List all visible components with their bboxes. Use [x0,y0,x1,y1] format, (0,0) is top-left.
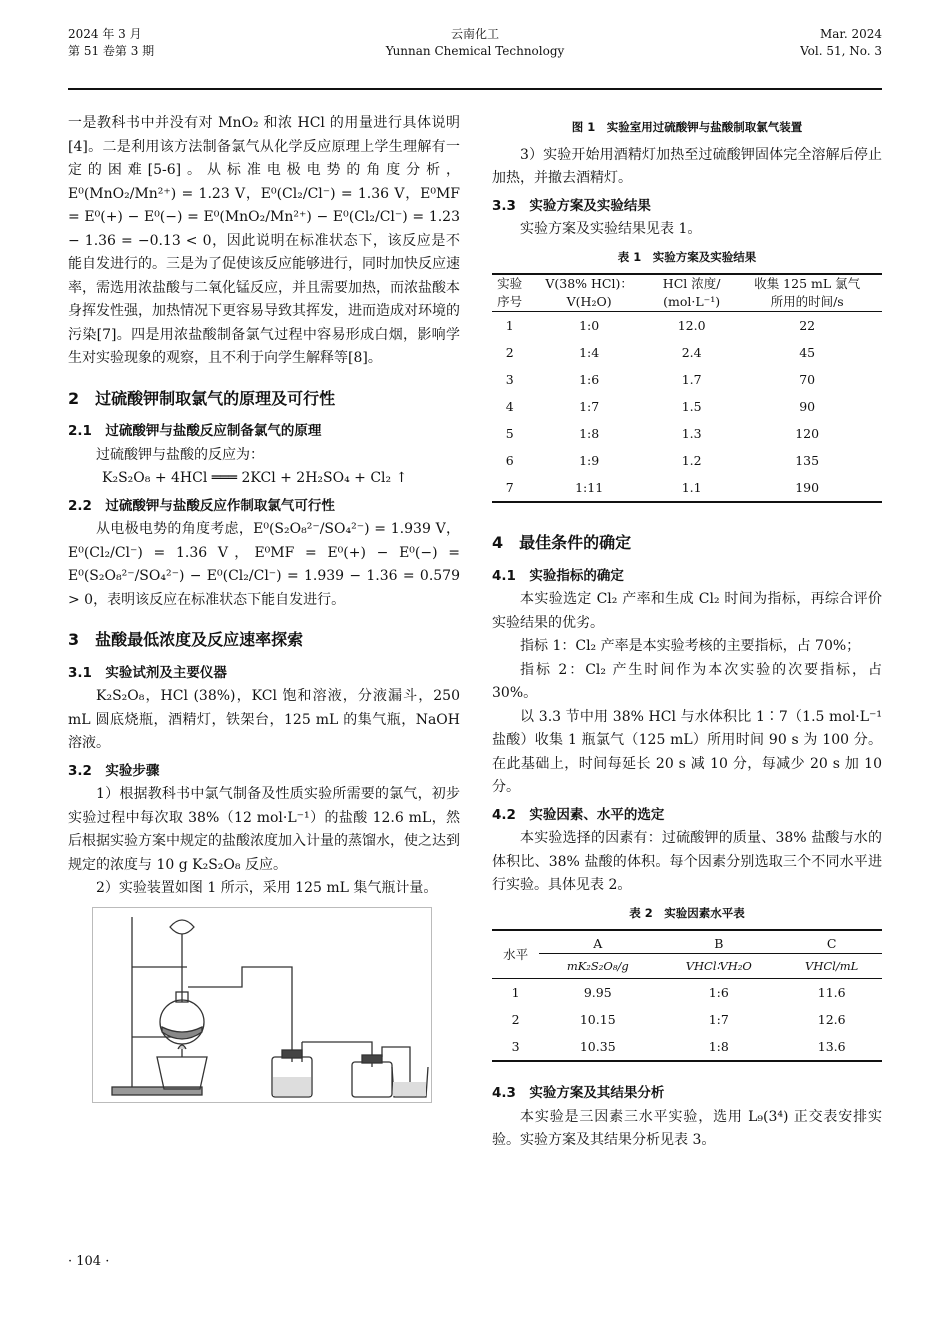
table-row [492,447,882,474]
table-cell: 1.7 [681,371,702,387]
table-2-unit-b: VHCl∶VH₂O [656,954,781,979]
table-row [492,474,882,502]
indicator-2-text: 指标 2：Cl₂ 产生时间作为本次实验的次要指标，占 30%。 [492,661,882,701]
table-cell: 10.35 [539,1033,656,1061]
table-row [492,1006,882,1033]
figure-1-caption: 图 1 实验室用过硫酸钾与盐酸制取氯气装置 [571,120,803,134]
table-cell: 90 [799,398,816,414]
table-cell: 4 [505,398,514,414]
apparatus-figure [92,907,432,1103]
indicator-1-text: 指标 1：Cl₂ 产率是本实验考核的主要指标，占 70%； [520,638,861,654]
section-3-1-text: K₂S₂O₈，HCl (38%)，KCl 饱和溶液，分液漏斗，250 mL 圆底烧瓶，酒精灯，铁架台，125 mL 的集气瓶，NaOH 溶液。 [68,688,460,751]
table-cell: 1:11 [527,474,651,502]
page-number: · 104 · [68,1254,110,1269]
table-2-unit-c: VHCl/mL [781,954,882,979]
table-1-header-cell: V(38% HCl)： V(H₂O) [527,274,651,312]
table-cell: 1:4 [579,344,600,360]
table-row [492,420,882,447]
table-cell: 1:7 [579,398,600,414]
table-2-caption: 表 2 实验因素水平表 [629,905,745,920]
table-2-factor-c: C [781,930,882,954]
section-4-3-heading: 4.3 实验方案及其结果分析 [492,1085,665,1101]
reaction-equation: K₂S₂O₈ + 4HCl ═══ 2KCl + 2H₂SO₄ + Cl₂ ↑ [102,470,408,486]
table-cell: 7 [492,474,527,502]
table-cell: 5 [505,425,514,441]
section-3-1-heading: 3.1 实验试剂及主要仪器 [68,664,227,681]
table-cell: 2 [505,344,514,360]
table-cell: 12.0 [677,317,706,333]
scoring-text: 以 3.3 节中用 38% HCl 与水体积比 1∶7（1.5 mol·L⁻¹ 盐酸）收集 1 瓶氯气（125 mL）所用时间 90 s 为 100 分。在此基础上，时间每延长 20 s 减 10 分，每减少 20 s 加 10 分。 [492,708,882,795]
table-1-header-cell: 实验 序号 [492,274,527,312]
table-cell: 22 [799,317,816,333]
section-3-heading: 3 盐酸最低浓度及反应速率探索 [68,630,304,649]
header-rule [68,88,882,90]
section-2-heading: 2 过硫酸钾制取氯气的原理及可行性 [68,388,336,408]
table-cell: 1:6 [708,984,729,1000]
header-date-en: Mar. 2024 [819,27,882,41]
table-cell: 6 [505,452,514,468]
step-1-text: 1）根据教科书中氯气制备及性质实验所需要的氯气，初步实验过程中每次取 38%（12 mol·L⁻¹）的盐酸 12.6 mL，然后根据实验方案中规定的盐酸浓度加入计量的蒸馏水，使之达到规定的浓度与 10 g K₂S₂O₈ 反应。 [68,786,460,873]
table-cell: 1:7 [708,1011,729,1027]
section-2-2-heading: 2.2 过硫酸钾与盐酸反应作制取氯气可行性 [68,497,335,514]
section-4-1-heading: 4.1 实验指标的确定 [492,567,624,584]
section-4-3-text: 本实验是三因素三水平实验，选用 L₉(3⁴) 正交表安排实验。实验方案及其结果分析见表 3。 [492,1108,882,1148]
table-cell: 1.5 [681,398,702,414]
table-cell: 70 [799,371,816,387]
section-4-2-text: 本实验选择的因素有：过硫酸钾的质量、38% 盐酸与水的体积比、38% 盐酸的体积。每个因素分别选取三个不同水平进行实验。具体见表 2。 [492,830,882,893]
section-4-1-text: 本实验选定 Cl₂ 产率和生成 Cl₂ 时间为指标，再综合评价实验结果的优劣。 [492,591,882,631]
step-3-text: 3）实验开始用酒精灯加热至过硫酸钾固体完全溶解后停止加热，并撤去酒精灯。 [492,146,882,186]
table-cell: 2.4 [681,344,702,360]
header-right [800,26,882,60]
table-1-caption: 表 1 实验方案及实验结果 [617,249,757,264]
table-1-body [492,312,882,503]
right-column [492,112,882,1153]
stand-base [112,1087,202,1095]
left-column [68,112,460,1111]
table-cell: 1 [505,317,514,333]
table-1-header-cell: 收集 125 mL 氯气 所用的时间/s [732,274,882,312]
table-2-unit-a: mK₂S₂O₈/g [539,954,656,979]
running-header [68,26,882,88]
table-cell: 12.6 [817,1011,846,1027]
section-4-heading: 4 最佳条件的确定 [492,533,632,552]
table-cell: 2 [511,1011,520,1027]
table-cell: 1.1 [651,474,732,502]
section-2-1-heading: 2.1 过硫酸钾与盐酸反应制备氯气的原理 [68,423,322,439]
header-date: 2024 年 3 月 [68,27,142,41]
journal-title-cn: 云南化工 [450,27,499,41]
table-cell: 1.3 [681,425,702,441]
table-cell: 1:9 [579,452,600,468]
section-3-3-heading: 3.3 实验方案及实验结果 [492,197,651,214]
table-cell: 13.6 [781,1033,882,1061]
table-row [492,366,882,393]
header-volume: 第 51 卷第 3 期 [68,44,155,58]
table-cell: 10.15 [579,1011,616,1027]
table-row [492,979,882,1007]
table-cell: 1:8 [656,1033,781,1061]
section-3-3-text: 实验方案及实验结果见表 1。 [520,221,702,237]
intro-paragraph: 一是教科书中并没有对 MnO₂ 和浓 HCl 的用量进行具体说明[4]。二是利用该方法制备氯气从化学反应原理上学生理解有一定的困难[5-6]。从标准电极电势的角度分析，E⁰(MnO₂/Mn²⁺) = 1.23 V，E⁰(Cl₂/Cl⁻) = 1.36 V，E⁰MF = E⁰(+) − E⁰(−) = E⁰(MnO₂/Mn²⁺) − E⁰(Cl₂/Cl⁻) = 1.23 − 1.36 = −0.13 < 0，因此说明在标准状态下，该反应是不能自发进行的。三是为了促使该反应能够进行，同时加快反应速率，需选用浓盐酸与二氧化锰反应，并且需要加热，而浓盐酸本身挥发性强，加热情况下更容易导致其挥发，进而造成对环境的污染[7]。四是用浓盐酸制备氯气过程中容易形成白烟，影响学生对实验现象的观察，且不利于向学生解释等[8]。 [68,115,460,366]
table-2-level-header: 水平 [492,930,539,979]
table-row [492,312,882,340]
table-2-body [492,979,882,1062]
section-2-1-text: 过硫酸钾与盐酸的反应为： [96,446,264,463]
table-cell: 1:8 [579,425,600,441]
table-cell: 3 [505,371,514,387]
table-1-header-cell: HCl 浓度/ (mol·L⁻¹) [651,274,732,312]
header-volume-en: Vol. 51, No. 3 [800,44,882,58]
table-cell: 120 [795,425,820,441]
table-row [492,339,882,366]
header-center [68,26,882,60]
table-cell: 11.6 [817,984,846,1000]
table-cell: 9.95 [583,984,612,1000]
table-row [492,393,882,420]
step-2-text: 2）实验装置如图 1 所示，采用 125 mL 集气瓶计量。 [96,880,438,896]
table-cell: 190 [732,474,882,502]
table-cell: 135 [795,452,820,468]
table-1 [492,273,882,503]
section-3-2-heading: 3.2 实验步骤 [68,762,160,779]
section-2-2-text: 从电极电势的角度考虑，E⁰(S₂O₈²⁻/SO₄²⁻) = 1.939 V，E⁰(Cl₂/Cl⁻) = 1.36 V，E⁰MF = E⁰(+) − E⁰(−) = E⁰(S₂O₈²⁻/SO₄²⁻) − E⁰(Cl₂/Cl⁻) = 1.939 − 1.36 = 0.579 > 0，表明该反应在标准状态下能自发进行。 [68,521,460,608]
table-cell: 45 [799,344,816,360]
table-row [492,1033,882,1061]
table-cell: 3 [492,1033,539,1061]
table-cell: 1:0 [579,317,600,333]
journal-title-en: Yunnan Chemical Technology [385,44,565,58]
table-2-factor-b: B [656,930,781,954]
table-cell: 1:6 [579,371,600,387]
section-4-2-heading: 4.2 实验因素、水平的选定 [492,806,665,823]
table-cell: 1.2 [681,452,702,468]
table-cell: 1 [511,984,520,1000]
table-2 [492,929,882,1062]
table-2-factor-a: A [539,930,656,954]
